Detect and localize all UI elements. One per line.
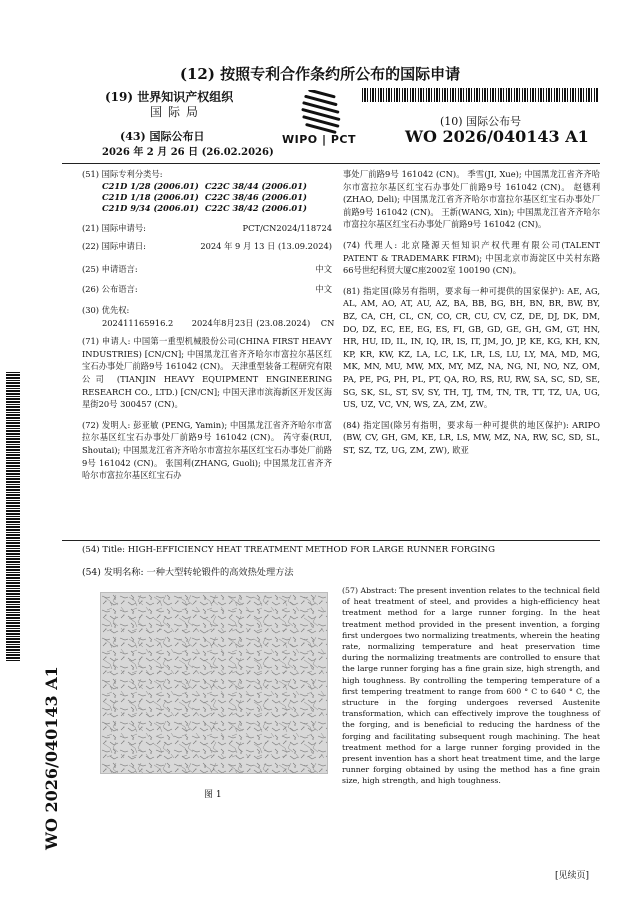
inventors: (72) 发明人: 彭亚敏 (PENG, Yamin); 中国黑龙江省齐齐哈尔市富拉尔基区红宝石办事处厂前路9号 161042 (CN)。 芮守泰(RUI, Shoutai); 中国黑龙江省齐齐哈尔市富拉尔基区红宝石办事处厂前路9号 161042 (CN)。 张国利(ZHANG, Guoli); 中国黑龙江省齐齐哈尔市富拉尔基区红宝石办: [82, 419, 332, 481]
lang-row: (25) 申请语言: 中文: [82, 263, 332, 274]
document-title: (12) 按照专利合作条约所公布的国际申请: [179, 65, 461, 83]
organization-sub: 国际局: [150, 105, 205, 119]
agent: (74) 代理人: 北京隆源天恒知识产权代理有限公司(TALENT PATENT & TRADEMARK FIRM); 中国北京市海淀区中关村东路66号世纪科贸大厦C座2002室 100190 (CN)。: [343, 239, 600, 276]
micrograph-image: [101, 593, 327, 773]
barcode-icon: [362, 88, 598, 102]
title-zh: (54) 发明名称: 一种大型转轮锻件的高效热处理方法: [82, 567, 294, 578]
filing-row: (22) 国际申请日: 2024 年 9 月 13 日 (13.09.2024): [82, 241, 332, 252]
abstract: (57) Abstract: The present invention relates to the technical field of heat treatment of steel, and provides a high-efficiency heat treatment method for a large runner forging. In the heat treatment method provided in the present invention, a forging first undergoes two normalizing treatments, wherein the heating rate, normalizing temperature and heat preservation time during the normalizing treatments are controlled to ensure that the large runner forging has a fine grain size, high strength, and high toughness. By controlling the tempering temperature of a first tempering treatment to range from 600 ° C to 640 ° C, the structure in the forging undergoes reversed Austenite transformation, which can effectively improve the toughness of the forging, and is beneficial to reducing the hardness of the forging and facilitating subsequent rough machining. The heat treatment method for a large runner forging provided in the present invention has a short heat treatment time, and the large runner forging obtained by using the method has a fine grain size, high strength, and high toughness.: [342, 586, 600, 786]
inventors-continued: 事处厂前路9号 161042 (CN)。 季雪(JI, Xue); 中国黑龙江省齐齐哈尔市富拉尔基区红宝石办事处厂前路9号 161042 (CN)。 赵德利(ZHAO, Deli); 中国黑龙江省齐齐哈尔市富拉尔基区红宝石办事处厂前路9号 161042 (CN)。 王新(WANG, Xin); 中国黑龙江省齐齐哈尔市富拉尔基区红宝石办事处厂前路9号 161042 (CN)。: [343, 169, 600, 230]
right-column: [343, 168, 600, 456]
pub-date: 2026 年 2 月 26 日 (26.02.2026): [102, 147, 274, 158]
continued-note: [见续页]: [555, 871, 590, 881]
left-column: [82, 168, 335, 482]
side-pub-number: WO 2026/040143 A1: [42, 666, 61, 850]
side-barcode-icon: [6, 372, 20, 662]
wipo-logo-icon: [286, 90, 366, 162]
divider: [62, 163, 600, 164]
ipc-table: C21D 1/28 (2006.01) C22C 38/44 (2006.01) C21D 1/18 (2006.01) C22C 38/46 (2006.01) C21D 9/34 (2006.01) C22C 38/42 (2006.01): [102, 180, 307, 213]
pub-date-label: (43) 国际公布日: [120, 130, 205, 143]
organization-name: (19) 世界知识产权组织: [105, 90, 234, 104]
title-en: (54) Title: HIGH-EFFICIENCY HEAT TREATMENT METHOD FOR LARGE RUNNER FORGING: [82, 545, 496, 555]
figure-caption: 图 1: [204, 790, 222, 800]
ipc-label: (51) 国际专利分类号:: [82, 169, 163, 179]
micrograph-figure: [100, 592, 328, 774]
publang-row: (26) 公布语言: 中文: [82, 284, 332, 295]
wipo-pct-label: WIPO | PCT: [282, 133, 356, 146]
designated-regions: (84) 指定国(除另有指明，要求每一种可提供的地区保护): ARIPO (BW, CV, GH, GM, KE, LR, LS, MW, MZ, NA, RW, SC, SD, SL, ST, SZ, TZ, UG, ZM, ZW), 欧亚: [343, 419, 600, 455]
app-no-row: (21) 国际申请号: PCT/CN2024/118724: [82, 222, 332, 233]
applicant: (71) 申请人: 中国第一重型机械股份公司(CHINA FIRST HEAVY INDUSTRIES) [CN/CN]; 中国黑龙江省齐齐哈尔市富拉尔基区红宝石办事处厂前路9号 161042 (CN)。 天津重型装备工程研究有限公司 (TIANJIN HEAVY EQUIPMENT ENGINEERING RESEARCH CO., LTD.) [CN/CN]; 中国天津市滨海新区开发区海星街20号 300457 (CN)。: [82, 336, 332, 410]
pub-number: WO 2026/040143 A1: [405, 127, 589, 146]
priority-label: (30) 优先权:: [82, 304, 130, 315]
designated-states: (81) 指定国(除另有指明，要求每一种可提供的国家保护): AE, AG, AL, AM, AO, AT, AU, AZ, BA, BB, BG, BH, BN, BR, BW, BY, BZ, CA, CH, CL, CN, CO, CR, CU, CV, CZ, DE, DJ, DK, DM, DO, DZ, EC, EE, EG, ES, FI, GB, GD, GE, GH, GM, GT, HN, HR, HU, ID, IL, IN, IQ, IR, IS, IT, JM, JO, JP, KE, KG, KH, KN, KP, KR, KW, KZ, LA, LC, LK, LR, LS, LU, LY, MA, MD, MG, MK, MN, MU, MW, MX, MY, MZ, NA, NG, NI, NO, NZ, OM, PA, PE, PG, PH, PL, PT, QA, RO, RS, RU, RW, SA, SC, SD, SE, SG, SK, SL, ST, SV, SY, TH, TJ, TM, TN, TR, TT, TZ, UA, UG, US, UZ, VC, VN, WS, ZA, ZM, ZW。: [343, 285, 600, 410]
priority-value: 202411165916.2 2024年8月23日 (23.08.2024) CN: [102, 317, 335, 328]
pub-number-label: (10) 国际公布号: [440, 115, 522, 128]
divider: [62, 540, 600, 541]
